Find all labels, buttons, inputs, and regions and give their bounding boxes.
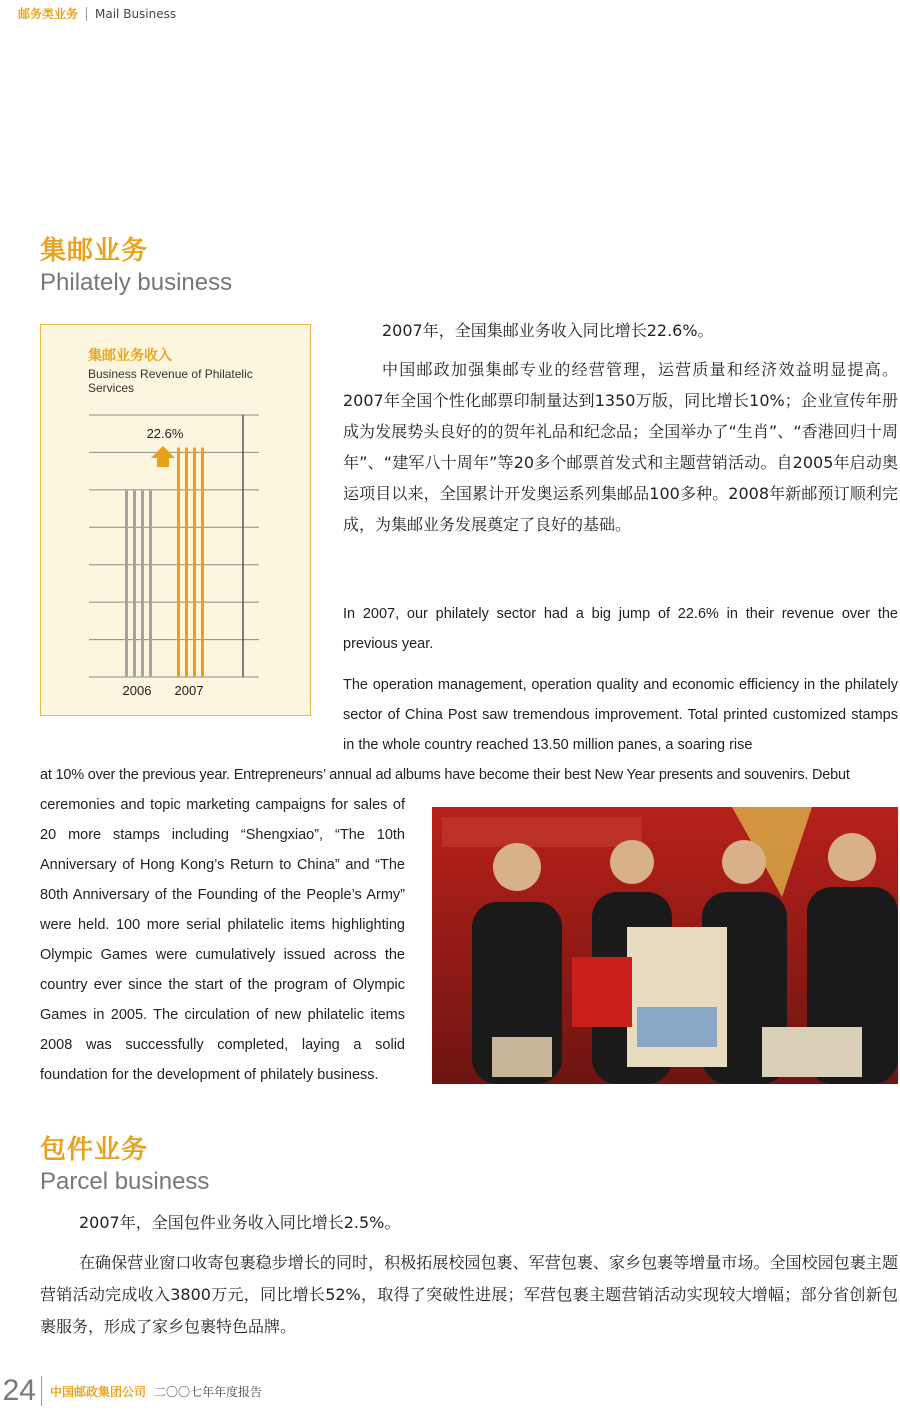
chart-subtitle: Business Revenue of Philatelic Services <box>88 367 253 395</box>
parcel-para-cn-2: 在确保营业窗口收寄包裹稳步增长的同时，积极拓展校园包裹、军营包裹、家乡包裹等增量市场。全国校园包裹主题营销活动完成收入3800万元，同比增长52%，取得了突破性进展；军营包裹主题营销活动实现较大增幅；部分省创新包裹服务，形成了家乡包裹特色品牌。 <box>40 1253 898 1336</box>
parcel-para-cn-1: 2007年，全国包件业务收入同比增长2.5%。 <box>79 1213 401 1232</box>
chart-category-label: 2006 <box>122 683 152 698</box>
page-header <box>18 5 176 22</box>
chart-bar-2006 <box>133 490 136 677</box>
chart-bar-2006 <box>149 490 152 677</box>
philately-para-cn-2: 中国邮政加强集邮专业的经营管理，运营质量和经济效益明显提高。2007年全国个性化邮票印制量达到1350万版，同比增长10%；企业宣传年册成为发展势头良好的的贺年礼品和纪念品；全国举办了“生肖”、“香港回归十周年”、“建军八十周年”等20多个邮票首发式和主题营销活动。自2005年启动奥运项目以来，全国累计开发奥运系列集邮品100多种。2008年新邮预订顺利完成，为集邮业务发展奠定了良好的基础。 <box>343 360 898 534</box>
footer-divider <box>41 1376 42 1406</box>
philately-para-cn-1: 2007年，全国集邮业务收入同比增长22.6%。 <box>382 321 714 340</box>
page-number: 24 <box>2 1374 36 1407</box>
philately-para-en-2c: ceremonies and topic marketing campaigns for sales of 20 more stamps including “Shengxiao”, “The 10th Anniversary of Hong Kong’s Return to China” and “The 80th Anniversary of the Founding of the People’s Army” were held. 100 more serial philatelic items highlighting Olympic Games were cumulatively issued across the country ever since the start of the program of Olympic Games in 2005. The circulation of new philatelic items 2008 was successfully completed, laying a solid foundation for the development of philately business. <box>40 797 405 1083</box>
parcel-title-cn: 包件业务 <box>40 1135 149 1165</box>
chart-bar-2007 <box>177 448 180 677</box>
chart-growth-annotation: 22.6% <box>146 426 184 441</box>
philately-para-en-1: In 2007, our philately sector had a big jump of 22.6% in their revenue over the previous year. <box>343 606 898 652</box>
chart-up-arrow-icon <box>151 446 175 467</box>
philately-title-cn: 集邮业务 <box>40 236 149 266</box>
ceremony-photo <box>432 807 898 1084</box>
footer-company: 中国邮政集团公司 <box>50 1384 147 1399</box>
philately-para-en-2a: The operation management, operation quality and economic efficiency in the philately sector of China Post saw tremendous improvement. Total printed customized stamps in the whole country reached 13.50 million panes, a soaring rise <box>343 677 898 753</box>
page-footer <box>0 1374 262 1408</box>
chart-bar-2006 <box>141 490 144 677</box>
header-section-cn: 邮务类业务 <box>18 7 79 21</box>
chart-bar-2007 <box>185 448 188 677</box>
chart-category-label: 2007 <box>174 683 204 698</box>
chart-title: 集邮业务收入 <box>88 348 172 364</box>
philately-title-en: Philately business <box>40 269 233 296</box>
header-divider <box>86 7 87 21</box>
chart-bar-2007 <box>201 448 204 677</box>
chart-bar-2006 <box>125 490 128 677</box>
chart-plot <box>41 325 312 717</box>
footer-report-title: 二〇〇七年年度报告 <box>154 1384 263 1399</box>
parcel-title-en: Parcel business <box>40 1168 210 1195</box>
philately-para-en-2b: at 10% over the previous year. Entrepreneurs’ annual ad albums have become their best New Year presents and souvenirs. Debut <box>40 767 850 783</box>
chart-bar-2007 <box>193 448 196 677</box>
header-section-en: Mail Business <box>95 6 177 21</box>
revenue-chart <box>40 324 311 716</box>
